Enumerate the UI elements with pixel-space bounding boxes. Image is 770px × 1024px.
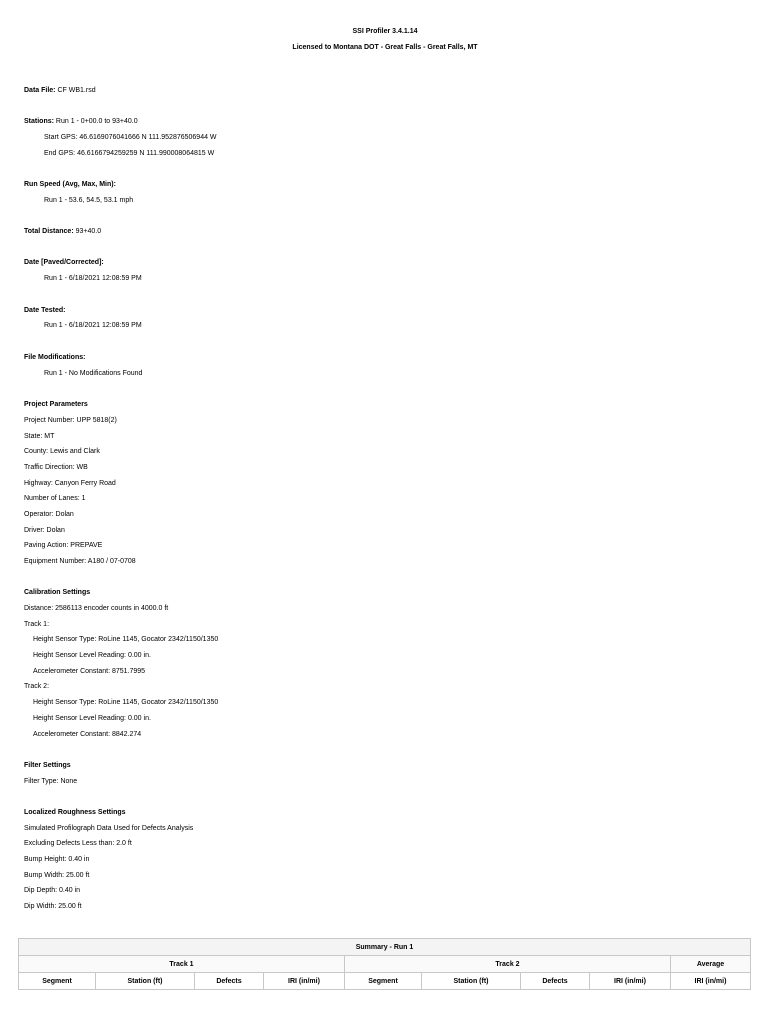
summary-title: Summary - Run 1 (19, 939, 751, 956)
project-county: County: Lewis and Clark (24, 448, 100, 455)
project-state: State: MT (24, 433, 55, 440)
project-highway: Highway: Canyon Ferry Road (24, 480, 116, 487)
col-header-iri-t1: IRI (in/mi) (264, 973, 345, 990)
track2-height-sensor-type: Height Sensor Type: RoLine 1145, Gocator 2342/1150/1350 (33, 699, 219, 706)
col-header-defects-t1: Defects (195, 973, 264, 990)
file-modifications-label: File Modifications: (24, 354, 86, 361)
calibration-track2-label: Track 2: (24, 683, 50, 690)
project-number-of-lanes: Number of Lanes: 1 (24, 495, 86, 502)
project-equipment-number: Equipment Number: A180 / 07-0708 (24, 558, 136, 565)
track1-group-header: Track 1 (19, 956, 345, 973)
start-gps: Start GPS: 46.6169076041666 N 111.952876506944 W (44, 134, 217, 141)
project-operator: Operator: Dolan (24, 511, 74, 518)
file-modifications-value: Run 1 - No Modifications Found (44, 370, 143, 377)
app-version-header: SSI Profiler 3.4.1.14 (352, 28, 418, 35)
track1-height-sensor-type: Height Sensor Type: RoLine 1145, Gocator 2342/1150/1350 (33, 636, 219, 643)
license-header: Licensed to Montana DOT - Great Falls - Great Falls, MT (292, 44, 478, 51)
project-traffic-direction: Traffic Direction: WB (24, 464, 88, 471)
filter-settings-title: Filter Settings (24, 762, 71, 769)
total-distance-label: Total Distance: (24, 228, 74, 235)
calibration-title: Calibration Settings (24, 589, 91, 596)
localized-bump-width: Bump Width: 25.00 ft (24, 872, 90, 879)
stations-label: Stations: (24, 118, 54, 125)
col-header-defects-t2: Defects (521, 973, 590, 990)
track2-group-header: Track 2 (345, 956, 671, 973)
date-tested-label: Date Tested: (24, 307, 66, 314)
localized-dip-depth: Dip Depth: 0.40 in (24, 887, 81, 894)
filter-type: Filter Type: None (24, 778, 78, 785)
localized-profilograph-note: Simulated Profilograph Data Used for Defects Analysis (24, 825, 194, 832)
date-paved-value: Run 1 - 6/18/2021 12:08:59 PM (44, 275, 142, 282)
total-distance-value: 93+40.0 (75, 228, 102, 235)
col-header-segment-t2: Segment (345, 973, 422, 990)
localized-bump-height: Bump Height: 0.40 in (24, 856, 90, 863)
summary-table (18, 938, 751, 990)
average-group-header: Average (671, 956, 751, 973)
track2-accelerometer-constant: Accelerometer Constant: 8842.274 (33, 731, 142, 738)
col-header-station-t1: Station (ft) (96, 973, 195, 990)
run-speed-value: Run 1 - 53.6, 54.5, 53.1 mph (44, 197, 134, 204)
end-gps: End GPS: 46.6166794259259 N 111.990008064815 W (44, 150, 215, 157)
summary-column-header-row (19, 973, 751, 990)
total-distance-line (24, 227, 101, 237)
stations-value: Run 1 - 0+00.0 to 93+40.0 (55, 118, 138, 125)
data-file-value: CF WB1.rsd (57, 87, 96, 94)
date-tested-value: Run 1 - 6/18/2021 12:08:59 PM (44, 322, 142, 329)
calibration-track1-label: Track 1: (24, 621, 50, 628)
col-header-iri-average: IRI (in/mi) (671, 973, 751, 990)
calibration-distance: Distance: 2586113 encoder counts in 4000.0 ft (24, 605, 169, 612)
col-header-segment-t1: Segment (19, 973, 96, 990)
summary-group-header-row (19, 956, 751, 973)
stations-line (24, 117, 138, 127)
localized-excluding-defects: Excluding Defects Less than: 2.0 ft (24, 840, 132, 847)
date-paved-label: Date [Paved/Corrected]: (24, 259, 104, 266)
col-header-station-t2: Station (ft) (422, 973, 521, 990)
data-file-label: Data File: (24, 87, 56, 94)
track1-height-sensor-level: Height Sensor Level Reading: 0.00 in. (33, 652, 151, 659)
run-speed-label: Run Speed (Avg, Max, Min): (24, 181, 116, 188)
project-paving-action: Paving Action: PREPAVE (24, 542, 103, 549)
track1-accelerometer-constant: Accelerometer Constant: 8751.7995 (33, 668, 146, 675)
summary-title-row (19, 939, 751, 956)
track2-height-sensor-level: Height Sensor Level Reading: 0.00 in. (33, 715, 151, 722)
project-driver: Driver: Dolan (24, 527, 65, 534)
col-header-iri-t2: IRI (in/mi) (590, 973, 671, 990)
localized-dip-width: Dip Width: 25.00 ft (24, 903, 82, 910)
localized-roughness-title: Localized Roughness Settings (24, 809, 126, 816)
data-file-line (24, 86, 96, 96)
project-number: Project Number: UPP 5818(2) (24, 417, 117, 424)
project-parameters-title: Project Parameters (24, 401, 88, 408)
